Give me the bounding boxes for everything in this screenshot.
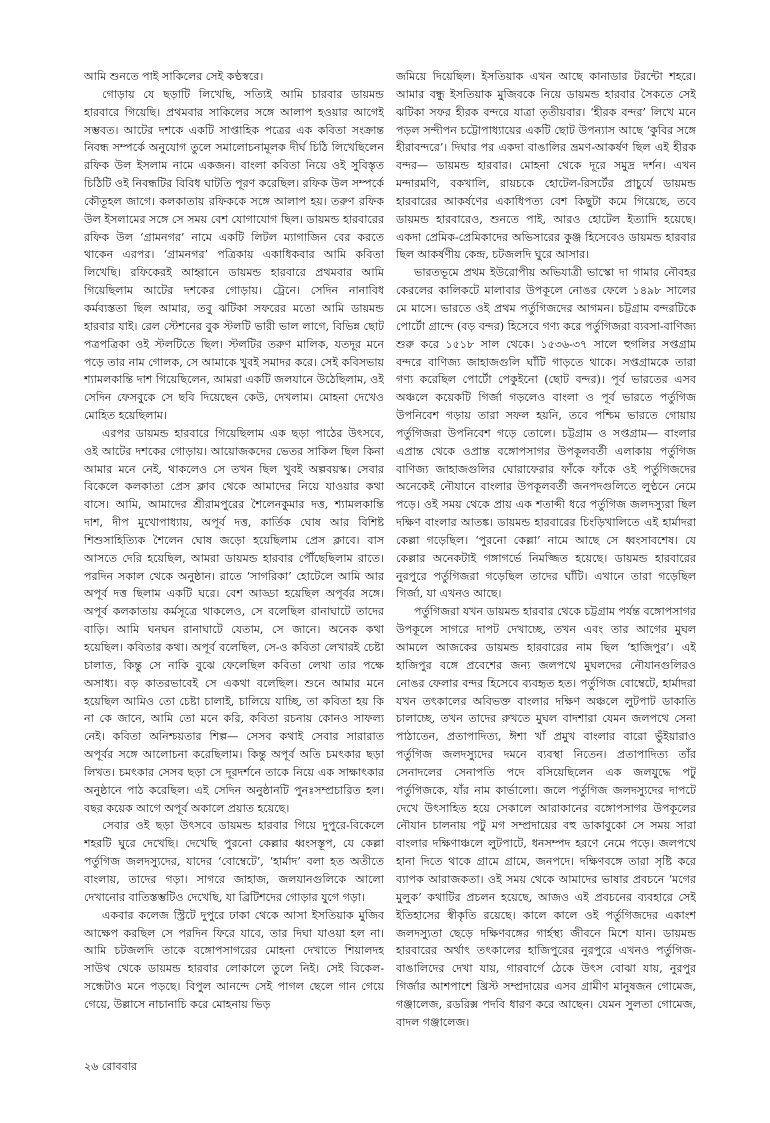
paragraph: গোড়ায় যে ছড়াটি লিখেছি, সত্যিই আমি চারবার ডায়মন্ড হারবারে গিয়েছি। প্রথমবার সাকিলের সঙ্গে আলাপ হওয়ার আগেই সম্ভবত। আটের দশকে একটি সাপ্তাহিক পত্রের এক কবিতা সংক্রান্ত নিবন্ধ সম্পর্কে অনুযোগ তুলে সমালোচনামূলক দীর্ঘ চিঠি লিখেছিলেন রফিক উল ইসলাম নামে একজন। বাংলা কবিতা নিয়ে ওই সুবিস্তৃত চিঠিটি ওই নিবন্ধটির বিবিধ ঘাটতি পূরণ করেছিল। রফিক উল সম্পর্কে কৌতূহল জাগে। কলকাতায় রফিককে সঙ্গে আলাপ হয়। তরুণ রফিক উল ইসলামের সঙ্গে সে সময় বেশ যোগাযোগ ছিল। ডায়মন্ড হারবারের রফিক উল ‘গ্রামনগর’ নামে একটি লিটল ম্যাগাজিন বের করতে থাকেন এরপর। ‘গ্রামনগর’ পত্রিকায় একাধিকবার আমি কবিতা লিখেছি। রফিকেরই আহ্বানে ডায়মন্ড হারবারে প্রথমবার আমি গিয়েছিলাম আটের দশকের গোড়ায়। ট্রেনে। সেদিন নানাবিধ কর্মব্যস্ততা ছিল আমার, তবু ঝটিকা সফরের মতো আমি ডায়মন্ড হারবার যাই। রেল স্টেশনের বুক স্টলটি ভারী ভাল লাগে, বিভিন্ন ছোট পত্রপত্রিকা ওই স্টলটিতে ছিল। স্টলটির তরুণ মালিক, যতদূর মনে পড়ে তার নাম গোলক, সে আমাকে খুবই সমাদর করে। সেই কবিসভায় শ্যামলকান্তি দাশ গিয়েছিলেন, আমরা একটি জলযানে উঠেছিলাম, ওই সেদিন ফেসবুকে সে ছবি দিয়েছেন কেউ, দেখলাম। মোহনা দেখেও মোহিত হয়েছিলাম।: [84, 87, 384, 423]
paragraph: ভারতভূমে প্রথম ইউরোপীয় অভিযাত্রী ভাস্কো দা গামার নৌবহর কেরলের কালিকটে মালাবার উপকূলে নোঙর ফেলে ১৪৯৮ সালের মে মাসে। ভারতে ওই প্রথম পর্তুগিজদের আগমন। চট্টগ্রাম বন্দরটিকে পোর্টো গ্রান্দে (বড় বন্দর) হিসেবে গণ্য করে পর্তুগিজরা ব্যবসা-বাণিজ্য শুরু করে ১৫১৮ সাল থেকে। ১৫৩৬-৩৭ সালে হুগলির সপ্তগ্রাম বন্দরে বাণিজ্য জাহাজগুলি ঘাঁটি গাড়তে থাকে। সপ্তগ্রামকে তারা গণ্য করেছিল পোর্টো পেকুইনো (ছোট বন্দর)। পূর্ব ভারতের এসব অঞ্চলে কয়েকটি গির্জা গড়লেও বাংলা ও পূর্ব ভারতে পর্তুগিজ উপনিবেশ গড়ায় তারা সফল হয়নি, তবে পশ্চিম ভারতে গোয়ায় পর্তুগিজরা উপনিবেশ গড়ে তোলে। চট্টগ্রাম ও সপ্তগ্রাম— বাংলার এপ্রান্ত থেকে ওপ্রান্ত বঙ্গোপসাগর উপকূলবর্তী এলাকায় পর্তুগিজ বাণিজ্য জাহাজগুলির ঘোরাফেরার ফাঁকে ফাঁকে ওই পর্তুগিজদের অনেকেই নৌযানে বাংলার উপকূলবর্তী জনপদগুলিতে লুণ্ঠনে নেমে পড়ে। ওই সময় থেকে প্রায় এক শতাব্দী ধরে পর্তুগিজ জলদস্যুরা ছিল দক্ষিণ বাংলার আতঙ্ক। ডায়মন্ড হারবারের চিংড়িখালিতে এই হার্মাদরা কেল্লা গড়েছিল। ‘পুরনো কেল্লা’ নামে আছে সে ধ্বংসাবশেষ। যে কেল্লার অনেকটাই গঙ্গাগর্ভে নিমজ্জিত হয়েছে। ডায়মন্ড হারবারের নুরপুরে পর্তুগিজরা গড়েছিল তাদের ঘাঁটি। এখানে তারা গড়েছিল গির্জা, যা এখনও আছে।: [396, 266, 696, 601]
paragraph: এরপর ডায়মন্ড হারবারে গিয়েছিলাম এক ছড়া পাঠের উৎসবে, ওই আটের দশকের গোড়ায়। আয়োজকদের ভেতর সাকিল ছিল কিনা আমার মনে নেই, থাকলেও সে তখন ছিল খুবই অল্পবয়স্ক। সেবার বিকেলে কলকাতা প্রেস ক্লাব থেকে আমাদের নিয়ে যাওয়ার কথা বাসে। আমি, আমাদের শ্রীরামপুরের শৈলেনকুমার দত্ত, শ্যামলকান্তি দাশ, দীপ মুখোপাধ্যায়, অপূর্ব দত্ত, কার্তিক ঘোষ আর বিশিষ্ট শিশুসাহিত্যিক শৈলেন ঘোষ জড়ো হয়েছিলাম প্রেস ক্লাবে। বাস আসতে দেরি হয়েছিল, আমরা ডায়মন্ড হারবার পৌঁছেছিলাম রাতে। পরদিন সকাল থেকে অনুষ্ঠান। রাতে ‘সাগরিকা’ হোটেলে আমি আর অপূর্ব দত্ত ছিলাম একটি ঘরে। বেশ আড্ডা হয়েছিল অপূর্বর সঙ্গে। অপূর্ব কলকাতায় কর্মসূত্রে থাকলেও, সে বলেছিল রানাঘাটে তাদের বাড়ি। আমি ঘনঘন রানাঘাটে যেতাম, সে জানে। অনেক কথা হয়েছিল। কবিতার কথা। অপূর্ব বলেছিল, সে-ও কবিতা লেখারই চেষ্টা চালাত, কিন্তু সে নাকি বুঝে ফেলেছিল কবিতা লেখা তার পক্ষে অসাধ্য। বড় কাতরভাবেই সে একথা বলেছিল। শুনে আমার মনে হয়েছিল আমিও তো চেষ্টা চালাই, চালিয়ে যাচ্ছি, তা কবিতা হয় কি না কে জানে, আমি তো মনে করি, কবিতা রচনায় কোনও সাফল্য নেই। কবিতা অনিশ্চয়তার শিল্প— সেসব কথাই সেবার সারারাত অপূর্বর সঙ্গে আলোচনা করেছিলাম। কিন্তু অপূর্ব অতি চমৎকার ছড়া লিখত। চমৎকার সেসব ছড়া সে দূরদর্শনে তাকে নিয়ে এক সাক্ষাৎকার অনুষ্ঠানে পাঠ করেছিল। এই সেদিন অনুষ্ঠানটি পুনঃসম্প্রচারিত হল। বছর কয়েক আগে অপূর্ব অকালে প্রয়াত হয়েছে।: [84, 426, 384, 815]
paragraph: আমি শুনতে পাই সাকিলের সেই কণ্ঠস্বরে।: [84, 70, 264, 83]
paragraph: পর্তুগিজরা যখন ডায়মন্ড হারবার থেকে চট্টগ্রাম পর্যন্ত বঙ্গোপসাগর উপকূলে সাগরে দাপট দেখাচ্ছে, তখন এবং তার আগের মুঘল আমলে আজকের ডায়মন্ড হারবারের নাম ছিল ‘হাজিপুর’। এই হাজিপুর বঙ্গে প্রবেশের জন্য জলপথে মুঘলদের নৌযানগুলিরও নোঙর ফেলার বন্দর হিসেবে ব্যবহৃত হত। পর্তুগিজ বোম্বেটে, হার্মাদরা যখন তৎকালের অবিভক্ত বাংলার দক্ষিণ অঞ্চলে লুটপাট ডাকাতি চালাচ্ছে, তখন তাদের রুখতে মুঘল বাদশারা যেমন জলপথে সেনা পাঠাতেন, প্রতাপাদিত্য, ঈশা খাঁ প্রমুখ বাংলার বারো ভুঁইয়ারাও পর্তুগিজ জলদস্যুদের দমনে ব্যবস্থা নিতেন। প্রতাপাদিত্য তাঁর সেনাদলের সেনাপতি পদে বসিয়েছিলেন এক জলযুদ্ধে পটু পর্তুগিজকে, যাঁর নাম কার্ভালো। জলে পর্তুগিজ জলদস্যুদের দাপটে দেখে উৎসাহিত হয়ে সেকালে আরাকানের বঙ্গোপসাগর উপকূলের নৌযান চালনায় পটু মগ সম্প্রদায়ের বহু ডাকাবুকো সে সময় সারা বাংলার দক্ষিণাঞ্চলে লুটপাটে, ধনসম্পদ হরণে নেমে পড়ে। জলপথে হানা দিতে থাকে গ্রামে গ্রামে, জনপদে। দক্ষিণবঙ্গে তারা সৃষ্টি করে ব্যাপক আরাজকতা। ওই সময় থেকে আমাদের ভাষার প্রবচনে ‘মগের মুলুক’ কথাটির প্রচলন হয়েছে, আজও এই প্রবচনের ব্যবহারে সেই ইতিহাসের স্বীকৃতি রয়েছে। কালে কালে ওই পর্তুগিজদের একাংশ জলদস্যুতা ছেড়ে দক্ষিণবঙ্গের গার্হস্থ্য জীবনে মিশে যান। ডায়মন্ড হারবারের অর্থাৎ তৎকালের হাজিপুরের নুরপুরে এখনও পর্তুগিজ-বাঙালিদের দেখা যায়, গারবার্গে ঠেকে উৎস বোঝা যায়, নুরপুর গির্জার আশপাশে খ্রিস্ট সম্প্রদায়ের এসব গ্রামীণ মানুষজন গোমেজ, গঞ্জালেজ, রডরিক্স পদবি ধারণ করে আছেন। যেমন সুলতা গোমেজ, বাদল গঞ্জালেজ।: [396, 605, 696, 1029]
paragraph: একবার কলেজ স্ট্রিটে দুপুরে ঢাকা থেকে আসা ইসতিয়াক মুজিব আক্ষেপ করছিল সে পরদিন ফিরে যাবে, তার দিঘা যাওয়া হল না। আমি চটজলদি তাকে বঙ্গোপসাগরের মোহনা দেখাতে শিয়ালদহ সাউথ থেকে ডায়মন্ড হারবার লোকালে তুলে নিই। সেই বিকেল-সন্ধেটাও মনে পড়ছে। বিপুল আনন্দে সেই পাগল ছেলে গান গেয়ে গেয়ে, উল্লাসে নাচানাচি করে মোহনায় ভিড়: [84, 908, 384, 1011]
page-folio: ২৬ রোববার: [84, 1060, 137, 1073]
article-column-left: [84, 68, 384, 1053]
paragraph: সেবার ওই ছড়া উৎসবে ডায়মন্ড হারবার গিয়ে দুপুরে-বিকেলে শহরটি ঘুরে দেখেছি। দেখেছি পুরনো কেল্লার ধ্বংসস্তূপ, যে কেল্লা পর্তুগিজ জলদস্যুদের, যাদের ‘বোম্বেটে’, ‘হার্মাদ’ বলা হত অতীতে বাংলায়, তাদের গড়া। সাগরে জাহাজ, জলযানগুলিকে আলো দেখানোর বাতিস্তম্ভটিও দেখেছি, যা ব্রিটিশদের গোড়ার যুগে গড়া।: [84, 819, 384, 904]
article-column-right: [396, 68, 696, 1053]
paragraph: জমিয়ে দিয়েছিল। ইসতিয়াক এখন আছে কানাডার টরন্টো শহরে। আমার বন্ধু ইসতিয়াক মুজিবকে নিয়ে ডায়মন্ড হারবার সৈকতে সেই ঝটিকা সফর হীরক বন্দরে যাত্রা তৃতীয়বার। ‘হীরক বন্দর’ লিখে মনে পড়ল সন্দীপন চট্টোপাধ্যায়ের একটি ছোট উপন্যাস আছে ‘কুবির সঙ্গে হীরাবন্দরে’। দিঘার পর একদা বাঙালির ভ্রমণ-আকর্ষণ ছিল এই হীরক বন্দর— ডায়মন্ড হারবার। মোহনা থেকে দূরে সমুদ্র দর্শন। এখন মন্দারমণি, বকখালি, রায়চকে হোটেল-রিসর্টের প্রাচুর্যে ডায়মন্ড হারবারের আকর্ষণের একাধিপত্য বেশ কিছুটা কমে গিয়েছে, তবে ডায়মন্ড হারবারেও, শুনতে পাই, আরও হোটেল ইত্যাদি হয়েছে। একদা প্রেমিক-প্রেমিকাদের অভিসারের কুঞ্জ হিসেবেও ডায়মন্ড হারবার ছিল আকর্ষণীয় কেন্দ্র, চটজলদি ঘুরে আসার।: [396, 70, 696, 262]
